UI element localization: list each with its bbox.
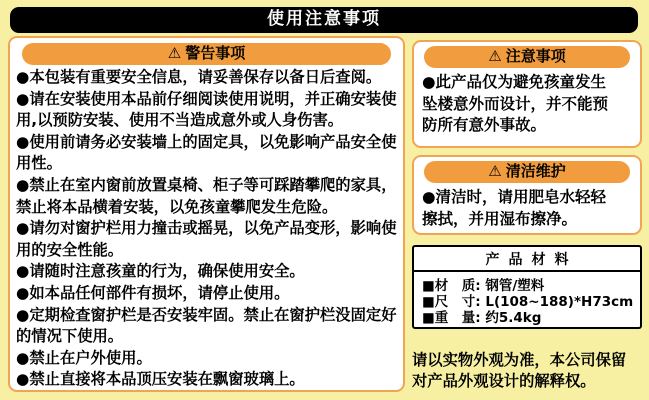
warning-item-text: 定期检查窗护栏是否安装牢固。禁止在窗护栏没固定好的情况下使用。 (16, 305, 397, 346)
bullet-icon: ● (16, 175, 30, 194)
warning-item-text: 使用前请务必安装墙上的固定具，以免影响产品安全使用性。 (16, 132, 397, 173)
bullet-icon: ● (16, 262, 30, 281)
caution-panel-title: 注意事项 (505, 47, 566, 65)
cleaning-panel-header (424, 161, 630, 183)
cleaning-list (414, 183, 640, 230)
caution-item (422, 72, 620, 137)
warning-item-text: 请勿对窗护栏用力撞击或摇晃，以免产品变形，影响使用的安全性能。 (16, 219, 397, 259)
warning-item-text: 禁止直接将本品顶压安装在飘窗玻璃上。 (29, 370, 305, 389)
warning-item (16, 305, 399, 348)
warning-item (16, 369, 399, 391)
warning-item-text: 禁止在室内窗前放置桌椅、柜子等可踩踏攀爬的家具，禁止将本品横着安装，以免孩童攀爬发生危险。 (16, 175, 397, 216)
warning-item-text: 禁止在户外使用。 (29, 348, 152, 367)
material-spec-row: ■材 质: 钢管/塑料 (422, 278, 545, 294)
warning-item-text: 请在安装使用本品前仔细阅读使用说明，并正确安装使用,以预防安装、使用不当造成意外或人身伤害。 (16, 89, 397, 130)
bullet-icon: ● (16, 219, 30, 238)
bullet-icon: ● (16, 370, 30, 389)
caution-panel-header (424, 46, 630, 68)
warning-triangle-icon: ⚠ (488, 162, 502, 180)
page-title: 使用注意事项 (10, 7, 638, 33)
cleaning-panel (412, 155, 642, 235)
cleaning-item (422, 187, 620, 230)
bullet-icon: ● (16, 89, 30, 108)
warning-item (16, 175, 399, 218)
material-spec-row: ■尺 寸: L(108~188)*H73cm (422, 294, 634, 310)
warning-item-text: 本包装有重要安全信息，请妥善保存以备日后查阅。 (29, 68, 382, 86)
warning-item (16, 132, 399, 175)
cleaning-item-text: 清洁时，请用肥皂水轻轻擦拭，并用湿布擦净。 (422, 188, 607, 228)
warning-item (16, 67, 399, 89)
warning-triangle-icon: ⚠ (167, 44, 182, 62)
warning-item (16, 348, 399, 370)
warning-item (16, 89, 399, 132)
bullet-icon: ● (16, 283, 30, 302)
material-panel-title: 产品材料 (414, 247, 640, 272)
warning-panel-header (22, 43, 391, 65)
bullet-icon: ● (422, 188, 436, 206)
warning-item (16, 261, 399, 283)
warning-panel (8, 36, 405, 392)
warning-panel-title: 警告事项 (185, 44, 246, 62)
bullet-icon: ● (422, 73, 436, 91)
bullet-icon: ● (16, 305, 30, 324)
bullet-icon: ● (16, 348, 30, 367)
bullet-icon: ● (16, 68, 30, 86)
warning-item-text: 请随时注意孩童的行为，确保使用安全。 (29, 262, 305, 281)
material-spec-row: ■重 量: 约5.4kg (422, 310, 542, 326)
caution-list (414, 68, 640, 137)
warning-item (16, 283, 399, 305)
disclaimer-note: 请以实物外观为准，本公司保留对产品外观设计的解释权。 (412, 351, 627, 390)
caution-panel (412, 40, 642, 148)
warning-item (16, 218, 399, 261)
cleaning-panel-title: 清洁维护 (505, 162, 566, 180)
bullet-icon: ● (16, 132, 30, 151)
caution-item-text: 此产品仅为避免孩童发生坠楼意外而设计，并不能预防所有意外事故。 (422, 73, 609, 134)
warning-item-text: 如本品任何部件有损坏，请停止使用。 (29, 283, 290, 302)
material-spec-list (414, 272, 640, 326)
warning-list (10, 65, 403, 391)
warning-triangle-icon: ⚠ (488, 47, 502, 65)
material-panel (412, 245, 642, 329)
